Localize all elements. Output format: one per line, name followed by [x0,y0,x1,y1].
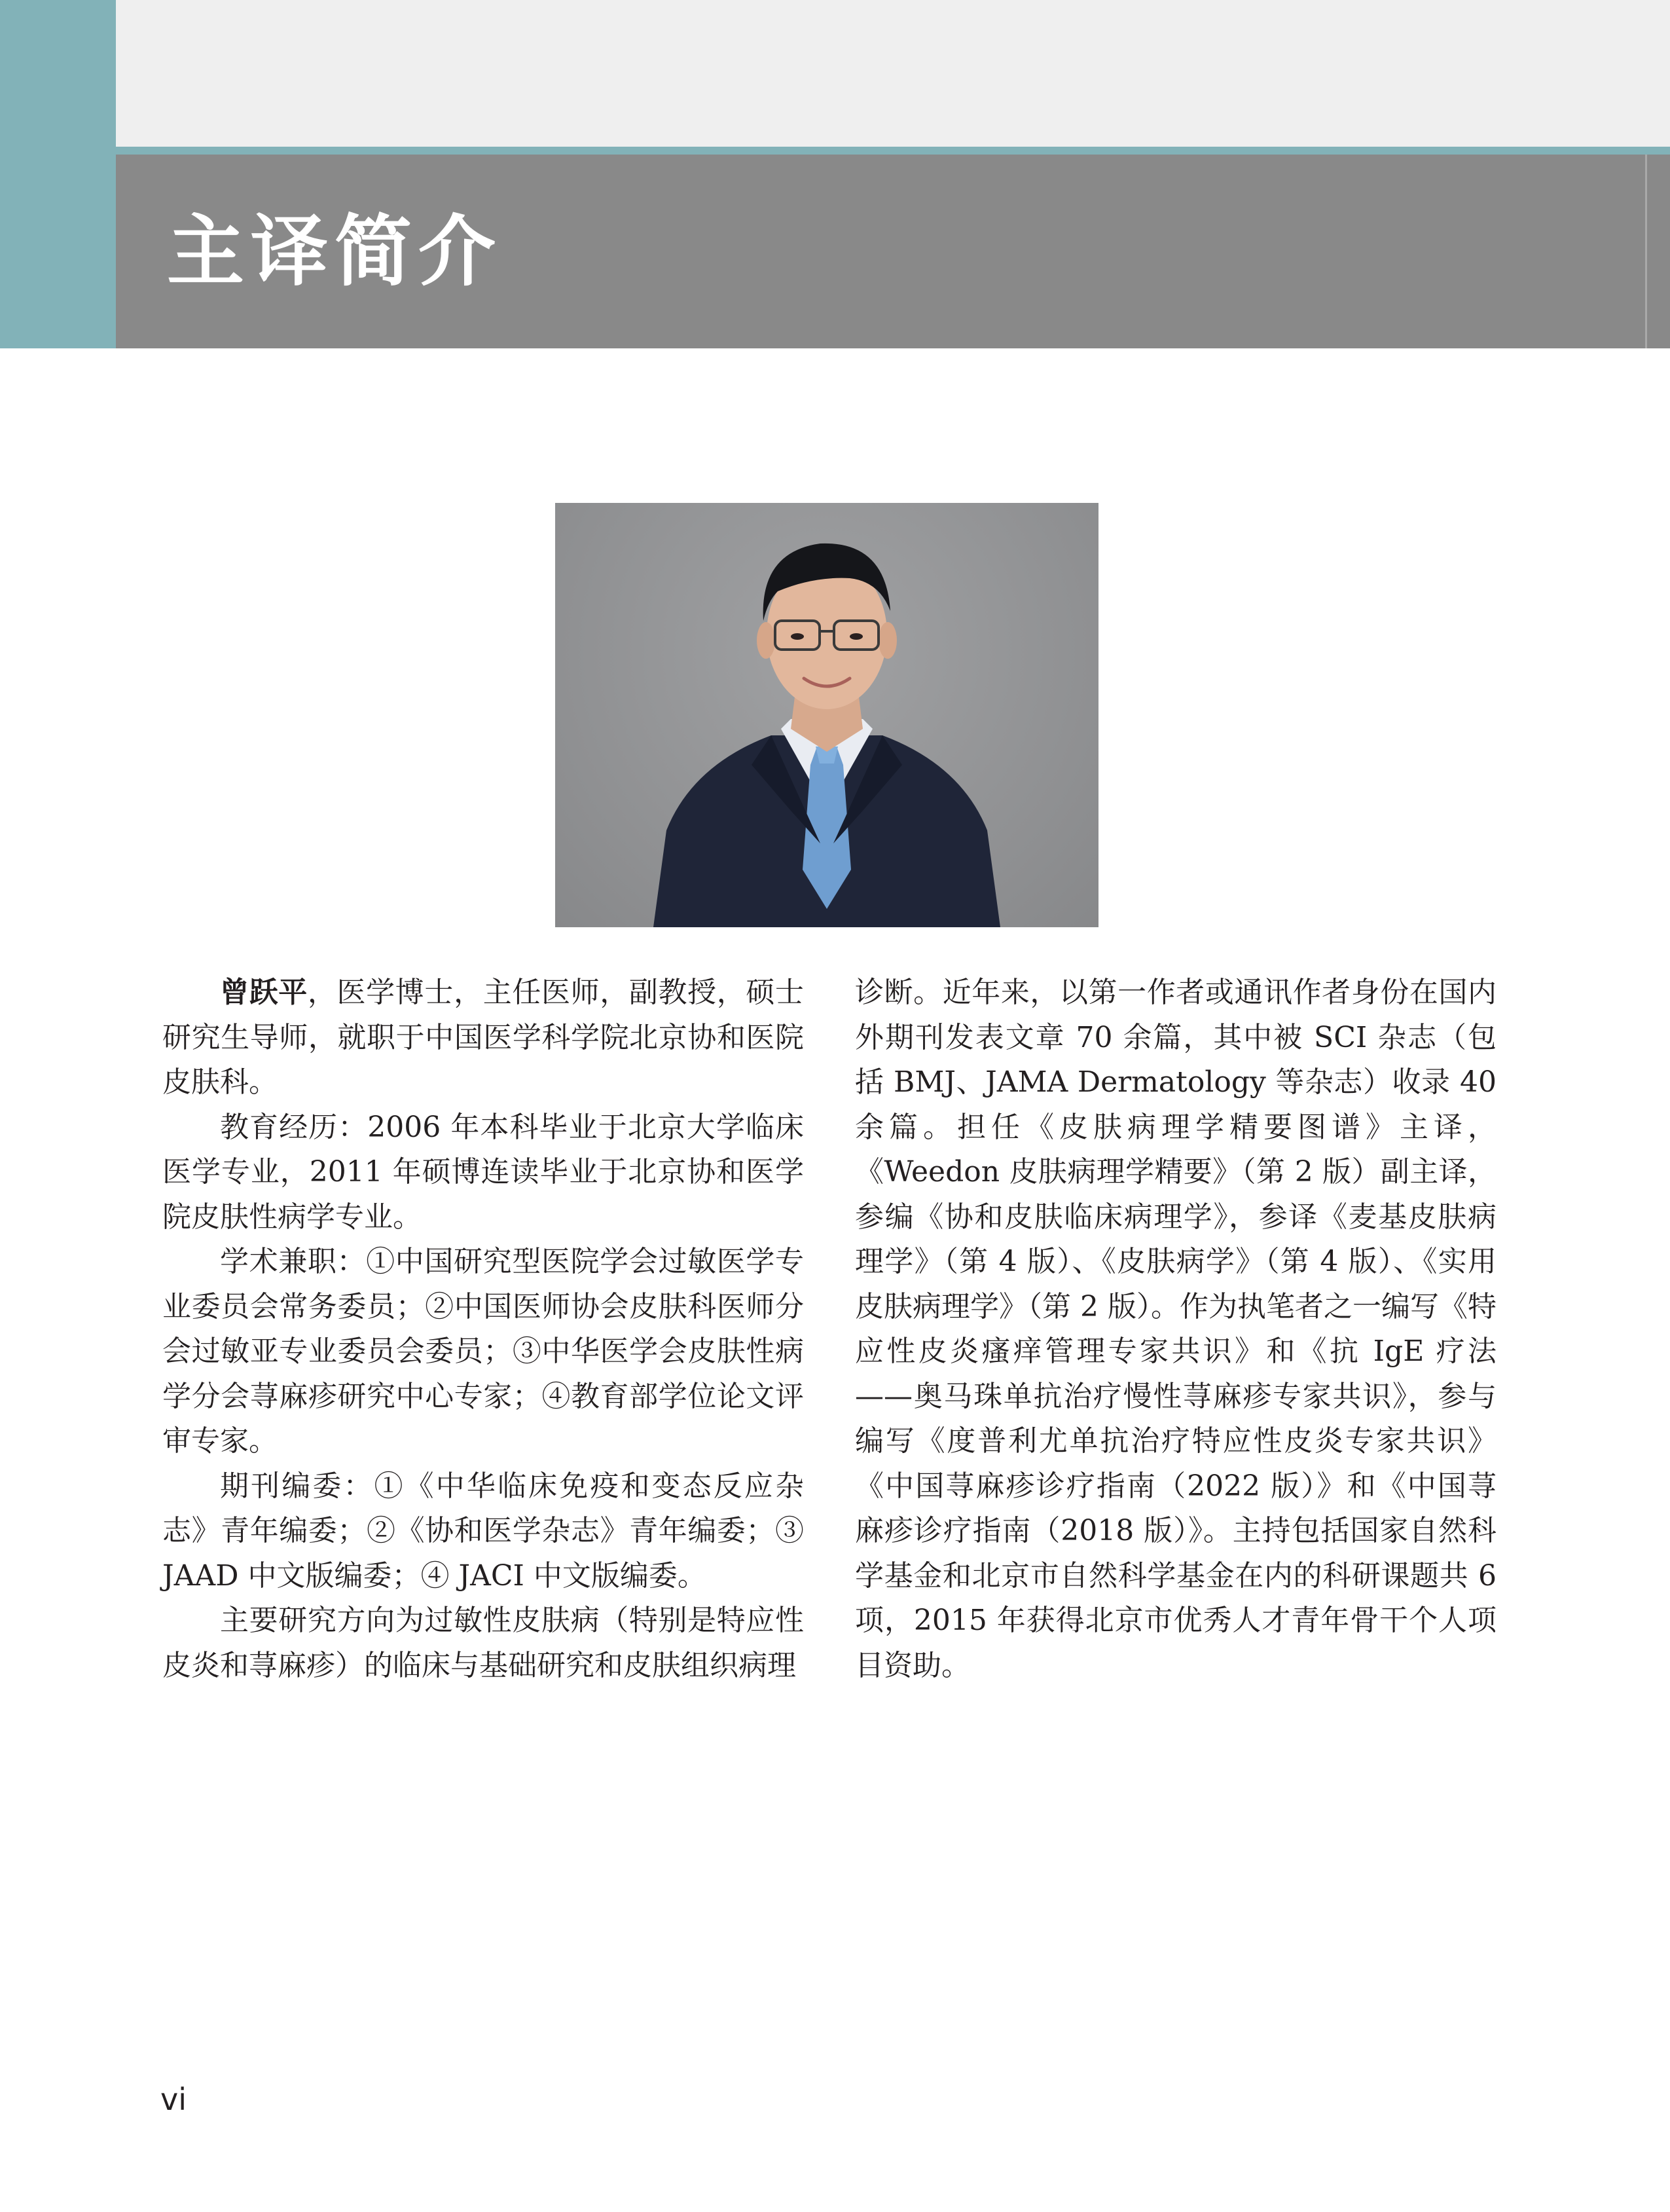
portrait-illustration [555,503,1098,927]
bio-column-right [855,970,1497,1688]
title-bar-rule [1645,155,1647,348]
bio-paragraph-positions: 学术兼职：①中国研究型医院学会过敏医学专业委员会常务委员；②中国医师协会皮肤科医师分会过敏亚专业委员会委员；③中华医学会皮肤性病学分会荨麻疹研究中心专家；④教育部学位论文评审专家。 [162,1245,804,1458]
bio-paragraph-education: 教育经历：2006 年本科毕业于北京大学临床医学专业，2011 年硕博连读毕业于北京协和医学院皮肤性病学专业。 [162,1110,804,1234]
title-bar [116,155,1670,348]
header-top-band [116,0,1670,147]
bio-paragraph-intro [162,970,804,1105]
bio-intro-text: ，医学博士，主任医师，副教授，硕士研究生导师，就职于中国医学科学院北京协和医院皮肤科。 [162,976,805,1099]
bio-column-left [162,970,804,1688]
page-title: 主译简介 [167,206,503,297]
bio-paragraph-journals: 期刊编委：①《中华临床免疫和变态反应杂志》青年编委；②《协和医学杂志》青年编委；③ JAAD 中文版编委；④ JACI 中文版编委。 [162,1469,804,1593]
portrait-photo [555,503,1098,927]
page-number: vi [160,2082,187,2117]
translator-name: 曾跃平 [220,976,308,1009]
header-teal-line [116,147,1670,155]
header-teal-block [0,0,116,348]
bio-paragraph-research-continued: 诊断。近年来，以第一作者或通讯作者身份在国内外期刊发表文章 70 余篇，其中被 SCI 杂志（包括 BMJ、JAMA Dermatology 等杂志）收录 40 余篇。担任《皮肤病理学精要图谱》主译，《Weedon 皮肤病理学精要》（第 2 版）副主译，参编《协和皮肤临床病理学》，参译《麦基皮肤病理学》（第 4 版）、《皮肤病学》（第 4 版）、《实用皮肤病理学》（第 2 版）。作为执笔者之一编写《特应性皮炎瘙痒管理专家共识》和《抗 IgE 疗法——奥马珠单抗治疗慢性荨麻疹专家共识》，参与编写《度普利尤单抗治疗特应性皮炎专家共识》《中国荨麻疹诊疗指南（2022 版）》和《中国荨麻疹诊疗指南（2018 版）》。主持包括国家自然科学基金和北京市自然科学基金在内的科研课题共 6 项，2015 年获得北京市优秀人才青年骨干个人项目资助。 [855,976,1497,1682]
bio-paragraph-research: 主要研究方向为过敏性皮肤病（特别是特应性皮炎和荨麻疹）的临床与基础研究和皮肤组织病理 [162,1604,804,1682]
